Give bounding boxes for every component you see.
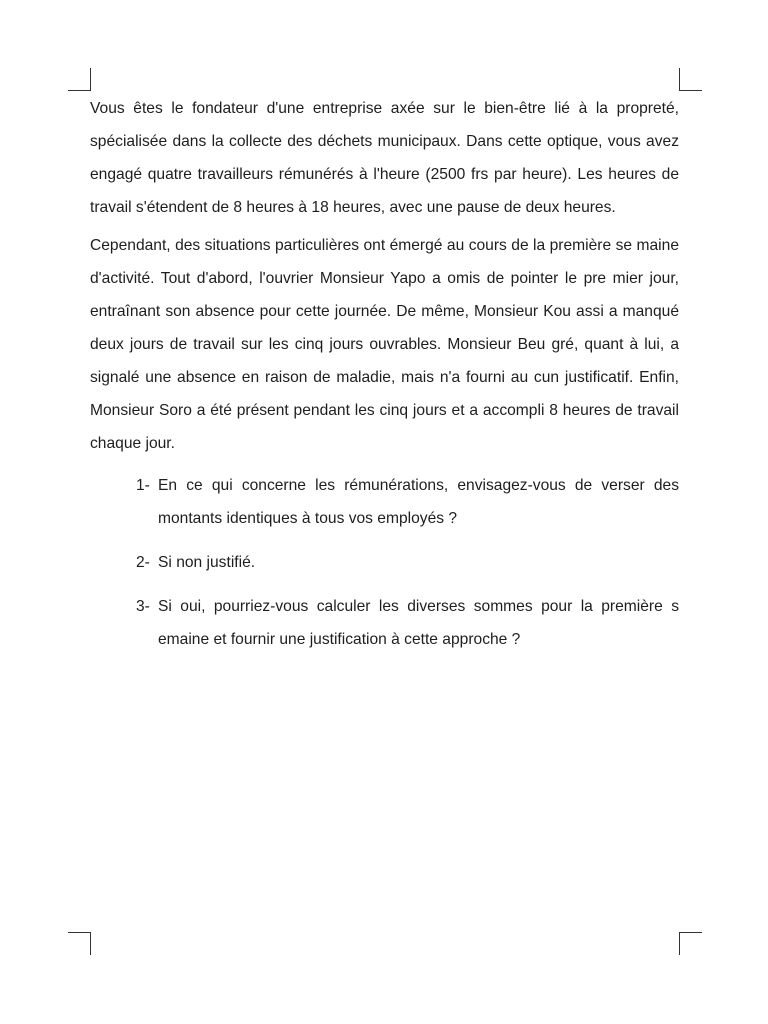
- paragraph-intro: Vous êtes le fondateur d'une entreprise axée sur le bien-être lié à la propreté, spécialisée dans la collecte des déchets municipaux. Dans cette optique, vous avez engagé quatre travailleurs rémunérés à l'heure (2500 frs par heure). Les heures de travail s'étendent de 8 heures à 18 heures, avec une pause de deux heures.: [90, 100, 679, 216]
- crop-mark-top-left: [68, 68, 91, 91]
- crop-mark-bottom-left: [68, 932, 91, 955]
- question-text: Si oui, pourriez-vous calculer les diverses sommes pour la première s emaine et fournir une justification à cette approche ?: [158, 598, 679, 648]
- crop-mark-top-right: [679, 68, 702, 91]
- question-item: [136, 546, 679, 579]
- question-item: [136, 590, 679, 656]
- question-text: En ce qui concerne les rémunérations, envisagez-vous de verser des montants identiques à tous vos employés ?: [158, 477, 679, 527]
- question-item: [136, 469, 679, 535]
- question-text: Si non justifié.: [158, 554, 256, 571]
- document-body: [90, 92, 679, 667]
- question-number: 2-: [136, 554, 150, 571]
- question-number: 1-: [136, 477, 150, 494]
- crop-mark-bottom-right: [679, 932, 702, 955]
- question-number: 3-: [136, 598, 150, 615]
- question-list: [90, 469, 679, 656]
- paragraph-situations: Cependant, des situations particulières ont émergé au cours de la première se maine d'activité. Tout d'abord, l'ouvrier Monsieur Yapo a omis de pointer le pre mier jour, entraînant son absence pour cette journée. De même, Monsieur Kou assi a manqué deux jours de travail sur les cinq jours ouvrables. Monsieur Beu gré, quant à lui, a signalé une absence en raison de maladie, mais n'a fourni au cun justificatif. Enfin, Monsieur Soro a été présent pendant les cinq jours et a accompli 8 heures de travail chaque jour.: [90, 237, 679, 452]
